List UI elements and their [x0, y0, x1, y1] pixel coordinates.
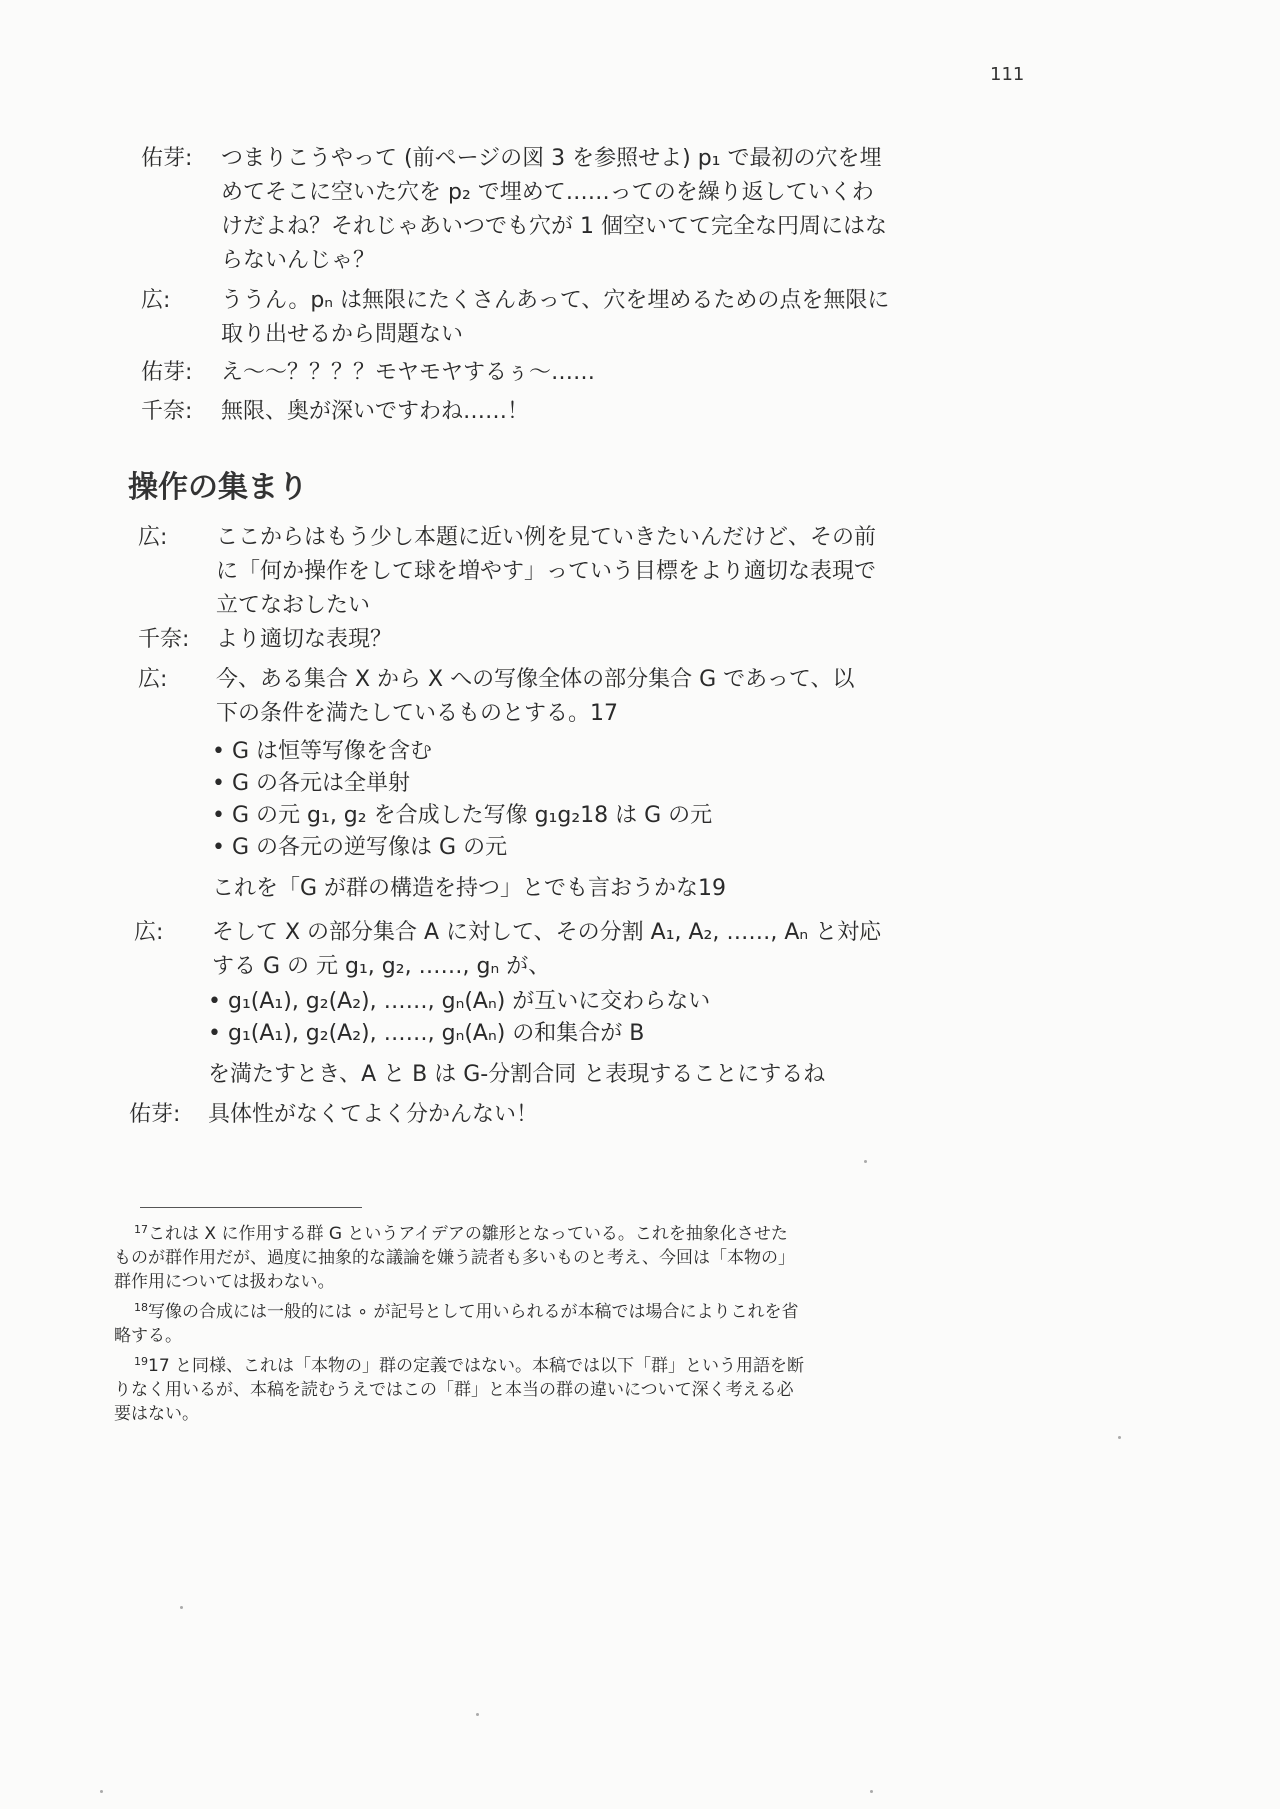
- condition-list: [212, 736, 712, 864]
- footnote-line: [134, 1300, 798, 1324]
- footnote-line: 群作用については扱わない。: [114, 1272, 335, 1292]
- footnote-line: りなく用いるが、本稿を読むうえではこの「群」と本当の群の違いについて深く考える必: [114, 1380, 794, 1400]
- footnote-text: これは X に作用する群 G というアイデアの雛形となっている。これを抽象化させた: [148, 1224, 788, 1244]
- list-item-text: G は恒等写像を含む: [232, 739, 433, 764]
- section-heading: 操作の集まり: [128, 470, 308, 505]
- scan-speck: [100, 1790, 103, 1793]
- text-line: 具体性がなくてよく分かんない！: [208, 1102, 539, 1127]
- footnote-line: 要はない。: [114, 1404, 199, 1424]
- speaker-label: 広:: [138, 525, 168, 550]
- dialogue-text: [221, 284, 889, 352]
- list-item-text: g₁(A₁), g₂(A₂), ……, gₙ(Aₙ) が互いに交わらない: [228, 989, 711, 1014]
- text-line: する G の 元 g₁, g₂, ……, gₙ が、: [212, 954, 551, 979]
- list-item: [212, 832, 712, 864]
- footnote: [134, 1222, 788, 1246]
- list-item: [208, 1018, 710, 1050]
- list-item: [212, 800, 712, 832]
- speaker-label: 佑芽:: [141, 360, 193, 385]
- bullet-icon: •: [212, 835, 225, 860]
- bullet-icon: •: [212, 771, 225, 796]
- footnote-mark: 18: [134, 1301, 148, 1314]
- text-line: え〜〜？？？？モヤモヤするぅ〜……: [221, 360, 596, 385]
- speaker-label: 千奈:: [138, 627, 190, 652]
- text-line: を満たすとき、A と B は G-分割合同 と表現することにするね: [208, 1062, 826, 1087]
- footnote: [134, 1300, 798, 1324]
- list-item-text: g₁(A₁), g₂(A₂), ……, gₙ(Aₙ) の和集合が B: [228, 1021, 645, 1046]
- text-line: けだよね？それじゃあいつでも穴が 1 個空いてて完全な円周にはな: [221, 214, 887, 239]
- text-line: 取り出せるから問題ない: [221, 322, 464, 347]
- footnote-line: ものが群作用だが、過度に抽象的な議論を嫌う読者も多いものと考え、今回は「本物の」: [114, 1248, 796, 1268]
- text-line: そして X の部分集合 A に対して、その分割 A₁, A₂, ……, Aₙ と対応: [212, 920, 882, 945]
- scan-speck: [1118, 1436, 1121, 1439]
- text-line: 立てなおしたい: [216, 593, 371, 618]
- list-item-text: G の各元の逆写像は G の元: [232, 835, 508, 860]
- footnote-text: 写像の合成には一般的には ∘ が記号として用いられるが本稿では場合によりこれを省: [148, 1302, 799, 1322]
- footnote-line: [134, 1222, 788, 1246]
- bullet-icon: •: [212, 803, 225, 828]
- speaker-label: 広:: [134, 920, 164, 945]
- bullet-icon: •: [212, 739, 225, 764]
- list-item: [212, 768, 712, 800]
- dialogue-text: [221, 356, 595, 390]
- footnote-rule: [140, 1207, 362, 1208]
- dialogue-text: [208, 1098, 538, 1132]
- text-line: ここからはもう少し本題に近い例を見ていきたいんだけど、その前: [216, 525, 877, 550]
- text-line: めてそこに空いた穴を p₂ で埋めて……ってのを繰り返していくわ: [221, 180, 874, 205]
- condition-list: [208, 986, 710, 1050]
- text-line: つまりこうやって (前ページの図 3 を参照せよ) p₁ で最初の穴を埋: [221, 146, 882, 171]
- speaker-label: 千奈:: [141, 399, 193, 424]
- text-line: これを「G が群の構造を持つ」とでも言おうかな19: [212, 876, 727, 901]
- footnote: [114, 1246, 795, 1294]
- dialogue-text: [216, 623, 392, 657]
- footnote: [114, 1324, 182, 1348]
- speaker-label: 佑芽:: [129, 1102, 181, 1127]
- text-line: より適切な表現？: [216, 627, 393, 652]
- page-number: 111: [990, 64, 1025, 85]
- footnote-line: [134, 1354, 804, 1378]
- footnote: [134, 1354, 804, 1378]
- footnote-text: 17 と同様、これは「本物の」群の定義ではない。本稿では以下「群」という用語を断: [148, 1356, 805, 1376]
- footnote-mark: 19: [134, 1355, 148, 1368]
- text-line: ううん。pₙ は無限にたくさんあって、穴を埋めるための点を無限に: [221, 288, 890, 313]
- bullet-icon: •: [208, 1021, 221, 1046]
- scan-speck: [864, 1160, 867, 1163]
- speaker-label: 広:: [141, 288, 171, 313]
- dialogue-text: [221, 142, 887, 278]
- footnote-line: 略する。: [114, 1326, 182, 1346]
- footnote-mark: 17: [134, 1223, 148, 1236]
- text-line: 無限、奥が深いですわね……！: [221, 399, 530, 424]
- footnote: [114, 1378, 794, 1426]
- bullet-icon: •: [208, 989, 221, 1014]
- list-item: [208, 986, 710, 1018]
- list-item-text: G の元 g₁, g₂ を合成した写像 g₁g₂18 は G の元: [232, 803, 713, 828]
- list-item: [212, 736, 712, 768]
- scan-speck: [870, 1790, 873, 1793]
- list-item-text: G の各元は全単射: [232, 771, 411, 796]
- text-line: 下の条件を満たしているものとする。17: [216, 701, 618, 726]
- dialogue-text: [221, 395, 529, 429]
- dialogue-text: [212, 916, 881, 984]
- text-line: らないんじゃ？: [221, 248, 376, 273]
- scan-speck: [476, 1713, 479, 1716]
- dialogue-text: [216, 663, 855, 731]
- speaker-label: 佑芽:: [141, 146, 193, 171]
- dialogue-text: [216, 521, 876, 623]
- text-line: に「何か操作をして球を増やす」っていう目標をより適切な表現で: [216, 559, 877, 584]
- scan-speck: [180, 1606, 183, 1609]
- speaker-label: 広:: [138, 667, 168, 692]
- dialogue-text: [212, 872, 726, 906]
- text-line: 今、ある集合 X から X への写像全体の部分集合 G であって、以: [216, 667, 855, 692]
- dialogue-text: [208, 1058, 825, 1092]
